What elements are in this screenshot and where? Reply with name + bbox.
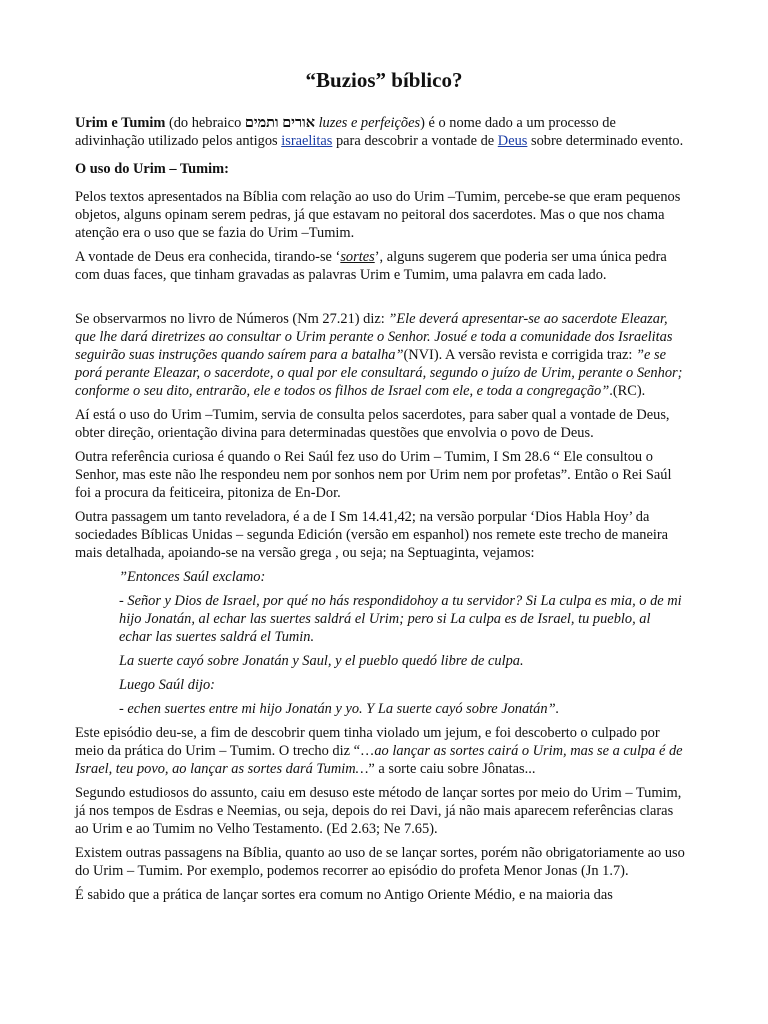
paragraph-2: [75, 248, 685, 284]
quote-rc: ”e se porá perante Eleazar, o sacerdote, o qual por ele consultará, segundo o juízo de Urim, perante o Senhor; conforme o seu dito, entrarão, ele e todos os filhos de Israel com ele, e toda a congregação”: [75, 347, 683, 399]
document-title: “Buzios” bíblico?: [305, 68, 463, 92]
text-run: (NVI). A versão revista e corrigida traz:: [403, 347, 637, 363]
paragraph-9: Existem outras passagens na Bíblia, quanto ao uso de se lançar sortes, porém não obrigatoriamente ao uso do Urim – Tumim. Por exemplo, podemos recorrer ao episódio do profeta Menor Jonas (Jn 1.7).: [75, 845, 685, 879]
paragraph-10: É sabido que a prática de lançar sortes era comum no Antigo Oriente Médio, e na maioria das: [75, 887, 613, 903]
text-run: A vontade de Deus era conhecida, tirando-se ‘: [75, 249, 341, 265]
spanish-quote-line: - echen suertes entre mi hijo Jonatán y yo. Y La suerte cayó sobre Jonatán”.: [119, 701, 560, 717]
hebrew-term: אורים ותמים: [244, 115, 315, 131]
paragraph-4: Aí está o uso do Urim –Tumim, servia de consulta pelos sacerdotes, para saber qual a vontade de Deus, obter direção, orientação divina para determinadas questões que envolvia o povo de Deus.: [75, 407, 670, 441]
inline-quote: ao lançar as sortes cairá o Urim, mas se a culpa é de Israel, teu povo, ao lançar as sortes dará Tumim…: [75, 743, 683, 777]
spanish-quote-line: ”Entonces Saúl exclamo:: [119, 569, 266, 585]
meaning-text: luzes e perfeições: [318, 115, 421, 131]
document-body: [75, 114, 685, 910]
paragraph-7: [75, 724, 685, 778]
term-urim-tumim: Urim e Tumim: [75, 115, 166, 131]
text-run: Se observarmos no livro de Números (Nm 27.21) diz:: [75, 311, 389, 327]
text-run: .(RC).: [609, 383, 646, 399]
spanish-quote-line: - Señor y Dios de Israel, por qué no hás respondidohoy a tu servidor? Si La culpa es mia, o de mi hijo Jonatán, al echar las suertes saldrá el Urim; pero si La culpa es de Israel, tu pueblo, al echar las suertes saldrá el Tumin.: [119, 593, 682, 645]
sortes-term: sortes: [340, 249, 375, 265]
text-run: para descobrir a vontade de: [332, 133, 498, 149]
spanish-quote-line: Luego Saúl dijo:: [119, 677, 215, 693]
text-run: ” a sorte caiu sobre Jônatas...: [368, 761, 536, 777]
spanish-quote-line: La suerte cayó sobre Jonatán y Saul, y el pueblo quedó libre de culpa.: [119, 653, 524, 669]
israelitas-link[interactable]: israelitas: [281, 133, 333, 149]
spacer: [75, 290, 685, 310]
text-run: ’, alguns sugerem que poderia ser uma única pedra com duas faces, que tinham gravadas as palavras Urim e Tumim, uma palavra em cada lado.: [75, 249, 667, 283]
paragraph-6: Outra passagem um tanto reveladora, é a de I Sm 14.41,42; na versão porpular ‘Dios Habla Hoy’ da sociedades Bíblicas Unidas – segunda Edición (versão em espanhol) nos remete este trecho de maneira mais detalhada, apoiando-se na versão grega , ou seja; na Septuaginta, vejamos:: [75, 509, 669, 561]
paragraph-3: [75, 310, 685, 400]
intro-paragraph: [75, 114, 685, 150]
text-run: (do hebraico: [165, 115, 245, 131]
quote-nvi: ”Ele deverá apresentar-se ao sacerdote Eleazar, que lhe dará diretrizes ao consultar o Urim perante o Senhor. Josué e toda a comunidade dos Israelitas seguirão suas instruções quando saírem para a batalha”: [75, 311, 673, 363]
paragraph-8: Segundo estudiosos do assunto, caiu em desuso este método de lançar sortes por meio do Urim – Tumim, já nos tempos de Esdras e Neemias, ou seja, depois do rei Davi, já não mais aparecem referências claras ao Urim e ao Tumim no Velho Testamento. (Ed 2.63; Ne 7.65).: [75, 785, 682, 837]
section-heading: O uso do Urim – Tumim:: [75, 161, 229, 177]
text-run: ) é o nome dado a um processo de adivinhação utilizado pelos antigos: [75, 115, 616, 149]
text-run: sobre determinado evento.: [527, 133, 684, 149]
paragraph-5: Outra referência curiosa é quando o Rei Saúl fez uso do Urim – Tumim, I Sm 28.6 “ Ele consultou o Senhor, mas este não lhe respondeu nem por sonhos nem por Urim nem por profetas”. Então o Rei Saúl foi a procura da feiticeira, pitoniza de En-Dor.: [75, 449, 672, 501]
text-run: Este episódio deu-se, a fim de descobrir quem tinha violado um jejum, e foi descoberto o culpado por meio da prática do Urim – Tumim. O trecho diz “…: [75, 725, 660, 759]
deus-link[interactable]: Deus: [497, 133, 528, 149]
paragraph-1: Pelos textos apresentados na Bíblia com relação ao uso do Urim –Tumim, percebe-se que eram pequenos objetos, alguns opinam serem pedras, já que estavam no peitoral dos sacerdotes. Mas o que nos chama atenção era o uso que se fazia do Urim –Tumim.: [75, 189, 681, 241]
